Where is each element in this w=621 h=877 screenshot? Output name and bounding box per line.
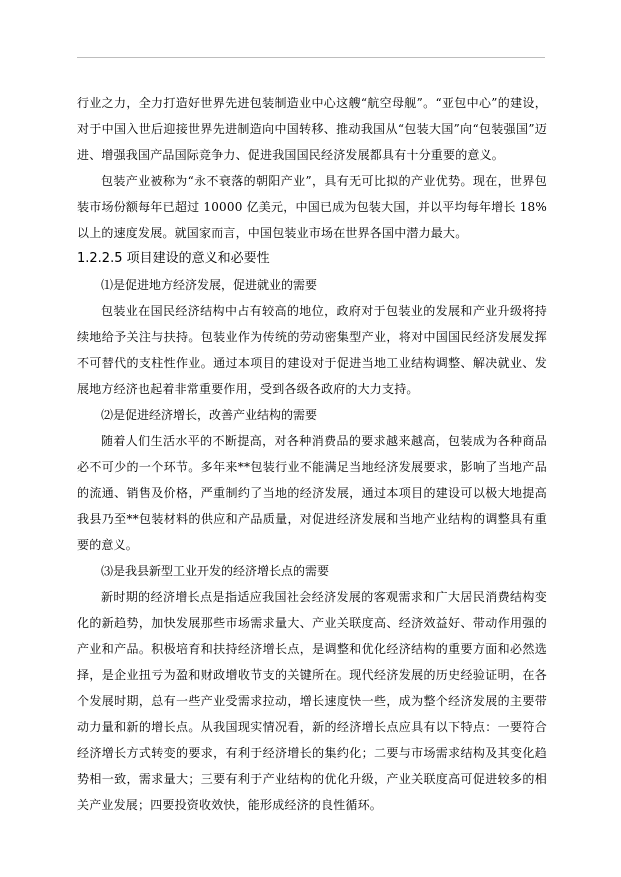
paragraph-local-economy: 包装业在国民经济结构中占有较高的地位，政府对于包装业的发展和产业升级将持续地给予关注与扶持。包装业作为传统的劳动密集型产业，将对中国国民经济发展发挥不可替代的支柱性作业。通过本项目的建设对于促进当地工业结构调整、解决就业、发展地方经济也起着非常重要作用，受到各级各政府的大力支持。 (77, 304, 547, 396)
subheading-1: ⑴是促进地方经济发展，促进就业的需要 (101, 278, 318, 292)
paragraph-economic-growth: 随着人们生活水平的不断提高，对各种消费品的要求越来越高，包装成为各种商品必不可少的一个环节。多年来**包装行业不能满足当地经济发展要求，影响了当地产品的流通、销售及价格，严重制约了当地的经济发展，通过本项目的建设可以极大地提高我县乃至**包装材料的供应和产品质量，对促进经济发展和当地产业结构的调整具有重要的意义。 (77, 434, 547, 552)
paragraph-continuation: 行业之力，全力打造好世界先进包装制造业中心这艘“航空母舰”。“亚包中心”的建设，对于中国入世后迎接世界先进制造向中国转移、推动我国从“包装大国”向“包装强国”迈进、增强我国产品国际竞争力、促进我国国民经济发展都具有十分重要的意义。 (77, 96, 547, 162)
paragraph-packaging-industry: 包装产业被称为“永不衰落的朝阳产业”，具有无可比拟的产业优势。现在，世界包装市场份额每年已超过 10000 亿美元，中国已成为包装大国，并以平均每年增长 18%以上的速度发展。就国家而言，中国包装业市场在世界各国中潜力最大。 (77, 174, 547, 240)
section-heading: 1.2.2.5 项目建设的意义和必要性 (77, 251, 270, 266)
subheading-3: ⑶是我县新型工业开发的经济增长点的需要 (101, 564, 330, 578)
paragraph-growth-point: 新时期的经济增长点是指适应我国社会经济发展的客观需求和广大居民消费结构变化的新趋势，加快发展那些市场需求量大、产业关联度高、经济效益好、带动作用强的产业和产品。积极培育和扶持经济增长点，是调整和优化经济结构的重要方面和必然选择，是企业扭亏为盈和财政增收节支的关键所在。现代经济发展的历史经验证明，在各个发展时期，总有一些产业受需求拉动，增长速度快一些，成为整个经济发展的主要带动力量和新的增长点。从我国现实情况看，新的经济增长点应具有以下特点：一要符合经济增长方式转变的要求，有利于经济增长的集约化；二要与市场需求结构及其变化趋势相一致，需求量大；三要有利于产业结构的优化升级，产业关联度高可促进较多的相关产业发展；四要投资收效快，能形成经济的良性循环。 (77, 590, 547, 812)
document-body (77, 90, 547, 818)
subheading-2: ⑵是促进经济增长，改善产业结构的需要 (101, 408, 318, 422)
header-rule (77, 57, 545, 58)
